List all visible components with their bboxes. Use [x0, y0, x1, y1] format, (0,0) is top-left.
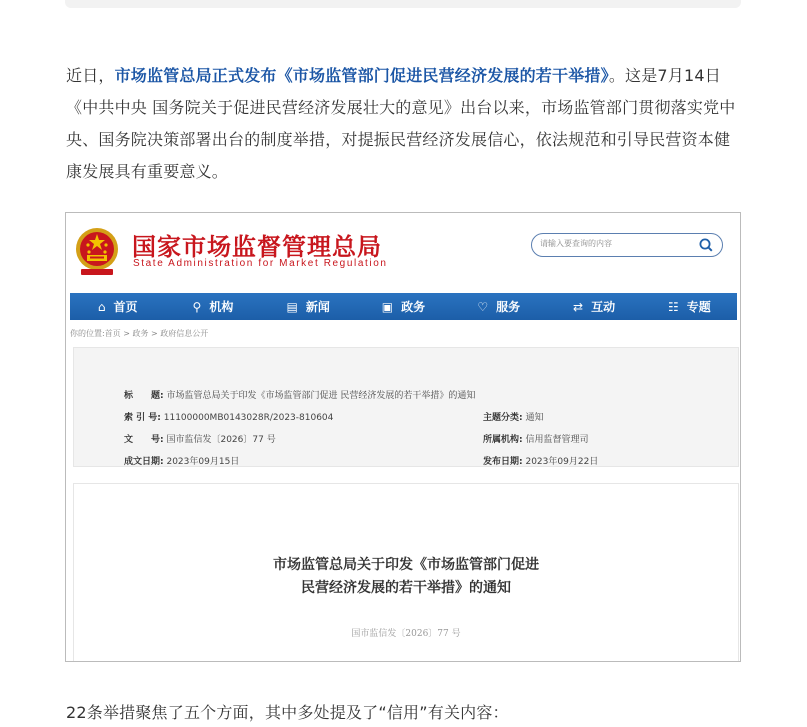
- topics-icon: ☷: [667, 299, 679, 314]
- meta-key: 所属机构:: [483, 435, 523, 445]
- meta-value: 2023年09月22日: [525, 457, 599, 467]
- nav-item-org[interactable]: [165, 293, 260, 320]
- meta-key: 主题分类:: [483, 413, 523, 423]
- meta-key: 成文日期:: [124, 457, 164, 467]
- meta-key: 标 题:: [124, 391, 164, 401]
- site-header: [66, 213, 740, 293]
- national-emblem-icon: [74, 225, 120, 277]
- document-title-line: 市场监管总局关于印发《市场监管部门促进: [273, 557, 539, 573]
- nav-item-home[interactable]: [70, 293, 165, 320]
- search-icon[interactable]: [698, 237, 714, 253]
- meta-value: 市场监管总局关于印发《市场监管部门促进 民营经济发展的若干举措》的通知: [166, 391, 476, 401]
- meta-dept-row: [483, 432, 589, 445]
- nav-label: 互动: [591, 300, 616, 314]
- meta-index-row: [124, 410, 333, 423]
- document-title: [74, 554, 738, 600]
- news-icon: ▤: [286, 299, 298, 314]
- home-icon: ⌂: [97, 299, 106, 314]
- nav-item-service[interactable]: [451, 293, 546, 320]
- intro-lead: 近日，: [66, 66, 115, 85]
- meta-value: 通知: [525, 413, 544, 423]
- search-input[interactable]: [531, 233, 723, 257]
- meta-key: 索 引 号:: [124, 413, 161, 423]
- main-nav: [70, 293, 737, 320]
- site-title: 国家市场监督管理总局: [132, 233, 382, 261]
- site-subtitle: State Administration for Market Regulation: [133, 258, 388, 269]
- meta-key: 文 号:: [124, 435, 164, 445]
- intro-paragraph: [66, 60, 746, 188]
- heart-icon: ♡: [477, 299, 489, 314]
- nav-label: 新闻: [305, 300, 330, 314]
- meta-title-row: [124, 388, 475, 401]
- exchange-icon: ⇄: [573, 299, 584, 314]
- meta-category-row: [483, 410, 544, 423]
- nav-item-gov[interactable]: [356, 293, 451, 320]
- breadcrumb: 你的位置:首页 > 政务 > 政府信息公开: [70, 329, 209, 338]
- org-icon: ⚲: [192, 299, 202, 314]
- gov-icon: ▣: [381, 299, 394, 314]
- meta-value: 国市监信发〔2026〕77 号: [166, 435, 276, 445]
- meta-value: 2023年09月15日: [166, 457, 240, 467]
- nav-label: 首页: [113, 300, 138, 314]
- intro-highlight: 市场监管总局正式发布《市场监管部门促进民营经济发展的若干举措》: [114, 66, 609, 85]
- outro-paragraph: 22条举措聚焦了五个方面，其中多处提及了“信用”有关内容：: [66, 703, 509, 722]
- nav-label: 政务: [401, 300, 426, 314]
- document-number: 国市监信发〔2026〕77 号: [351, 629, 461, 639]
- meta-created-row: [124, 454, 239, 467]
- document-body-panel: [73, 483, 739, 662]
- search-placeholder: 请输入要查询的内容: [540, 239, 612, 248]
- document-title-line: 民营经济发展的若干举措》的通知: [301, 580, 511, 596]
- meta-value: 信用监督管理司: [525, 435, 589, 445]
- intro-rest: 。这是7月14日《中共中央 国务院关于促进民营经济发展壮大的意见》出台以来，市场监管部门贯彻落实党中央、国务院决策部署出台的制度举措，对提振民营经济发展信心，依法规范和引导民营资本健康发展具有重要意义。: [66, 66, 736, 181]
- nav-label: 服务: [496, 300, 521, 314]
- nav-label: 机构: [209, 300, 234, 314]
- nav-item-topics[interactable]: [642, 293, 737, 320]
- nav-item-interact[interactable]: [546, 293, 641, 320]
- meta-value: 11100000MB0143028R/2023-810604: [163, 413, 334, 423]
- nav-item-news[interactable]: [261, 293, 356, 320]
- meta-published-row: [483, 454, 598, 467]
- embedded-screenshot: [65, 212, 741, 662]
- meta-docno-row: [124, 432, 276, 445]
- nav-label: 专题: [686, 300, 711, 314]
- meta-key: 发布日期:: [483, 457, 523, 467]
- previous-block-bottom: [65, 0, 741, 8]
- document-meta-panel: [73, 347, 739, 467]
